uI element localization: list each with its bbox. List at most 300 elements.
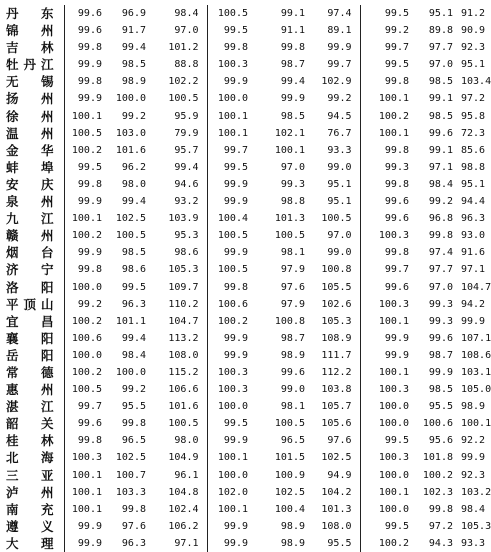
index-value: 95.5 — [327, 537, 352, 549]
index-value: 100.5 — [274, 230, 305, 242]
index-value: 99.9 — [461, 452, 486, 464]
index-value: 85.6 — [461, 144, 486, 156]
table-row — [6, 432, 485, 449]
index-value: 108.0 — [168, 349, 199, 361]
index-value: 99.8 — [280, 42, 305, 54]
index-value: 100.0 — [64, 279, 110, 296]
index-value: 100.1 — [207, 108, 256, 125]
index-value: 100.1 — [461, 418, 491, 430]
table-row — [6, 261, 485, 278]
table-row — [6, 347, 485, 364]
index-value: 99.4 — [121, 196, 146, 208]
city-name: 桂 林 — [6, 433, 54, 449]
index-value: 95.1 — [461, 178, 486, 190]
index-value: 111.7 — [321, 349, 352, 361]
index-value: 98.8 — [280, 196, 305, 208]
index-value: 98.9 — [280, 349, 305, 361]
index-value: 100.1 — [360, 484, 417, 501]
index-value: 79.9 — [174, 127, 199, 139]
index-value: 99.4 — [121, 42, 146, 54]
index-value: 100.3 — [360, 381, 417, 398]
index-value: 99.3 — [428, 298, 453, 310]
index-value: 100.2 — [360, 535, 417, 552]
city-name: 南 充 — [6, 501, 54, 517]
index-value: 100.0 — [207, 90, 256, 107]
index-value: 95.1 — [461, 59, 486, 71]
index-value: 105.6 — [321, 418, 352, 430]
index-value: 98.7 — [428, 349, 453, 361]
index-value: 99.5 — [207, 22, 256, 39]
index-value: 98.9 — [280, 520, 305, 532]
city-name: 牡丹江 — [6, 57, 54, 73]
index-value: 99.8 — [64, 432, 110, 449]
index-value: 106.2 — [168, 520, 199, 532]
index-value: 100.0 — [360, 501, 417, 518]
index-value: 92.2 — [461, 435, 486, 447]
index-value: 100.3 — [360, 227, 417, 244]
index-value: 100.2 — [64, 313, 110, 330]
index-value: 99.9 — [280, 93, 305, 105]
index-value: 100.3 — [207, 56, 256, 73]
index-value: 100.5 — [168, 93, 199, 105]
city-name: 大 理 — [6, 535, 54, 551]
index-value: 99.9 — [207, 244, 256, 261]
index-value: 108.9 — [321, 332, 352, 344]
index-value: 100.7 — [115, 469, 146, 481]
table-row — [6, 56, 485, 73]
city-name: 三 亚 — [6, 467, 54, 483]
index-value: 99.0 — [327, 247, 352, 259]
table-row — [6, 296, 485, 313]
index-value: 103.8 — [321, 384, 352, 396]
index-value: 99.2 — [360, 22, 417, 39]
index-value: 102.9 — [321, 76, 352, 88]
index-value: 93.3 — [461, 537, 486, 549]
index-value: 100.1 — [64, 501, 110, 518]
index-value: 100.1 — [207, 125, 256, 142]
city-name: 平顶山 — [6, 296, 54, 312]
index-value: 94.2 — [461, 298, 486, 310]
index-value: 99.8 — [121, 418, 146, 430]
index-value: 96.2 — [121, 161, 146, 173]
index-value: 97.7 — [428, 264, 453, 276]
index-value: 95.3 — [174, 230, 199, 242]
index-value: 99.2 — [64, 296, 110, 313]
city-name: 扬 州 — [6, 91, 54, 107]
table-row — [6, 142, 485, 159]
index-value: 95.1 — [327, 196, 352, 208]
index-value: 94.5 — [327, 110, 352, 122]
table-row — [6, 381, 485, 398]
index-value: 100.6 — [207, 296, 256, 313]
index-value: 107.1 — [461, 332, 491, 344]
index-value: 96.8 — [428, 213, 453, 225]
index-value: 102.2 — [168, 76, 199, 88]
index-value: 99.9 — [207, 176, 256, 193]
table-row — [6, 176, 485, 193]
index-value: 98.9 — [461, 401, 486, 413]
table-row — [6, 449, 485, 466]
index-value: 92.3 — [461, 469, 486, 481]
index-value: 100.2 — [64, 227, 110, 244]
index-value: 99.9 — [207, 73, 256, 90]
index-value: 96.9 — [121, 8, 146, 19]
index-value: 89.8 — [428, 25, 453, 37]
index-value: 101.1 — [115, 315, 146, 327]
index-value: 97.6 — [121, 520, 146, 532]
index-value: 100.0 — [360, 467, 417, 484]
index-value: 99.5 — [360, 432, 417, 449]
index-value: 94.4 — [461, 196, 486, 208]
city-name: 吉 林 — [6, 40, 54, 56]
index-value: 100.1 — [360, 364, 417, 381]
table-row — [6, 535, 485, 552]
index-value: 99.1 — [280, 8, 305, 19]
index-value: 106.6 — [168, 384, 199, 396]
index-value: 100.2 — [64, 364, 110, 381]
index-value: 102.0 — [207, 484, 256, 501]
index-value: 101.6 — [168, 401, 199, 413]
index-value: 95.6 — [428, 435, 453, 447]
index-value: 99.9 — [64, 56, 110, 73]
index-value: 104.2 — [321, 486, 352, 498]
table-row — [6, 518, 485, 535]
index-value: 98.4 — [461, 503, 486, 515]
index-value: 98.4 — [174, 8, 199, 19]
index-value: 104.7 — [461, 281, 491, 293]
table-body — [6, 5, 491, 552]
city-name: 烟 台 — [6, 245, 54, 261]
index-value: 99.1 — [428, 144, 453, 156]
index-value: 101.2 — [168, 42, 199, 54]
index-value: 100.5 — [274, 418, 305, 430]
index-value: 101.6 — [115, 144, 146, 156]
index-value: 99.9 — [360, 347, 417, 364]
index-value: 96.3 — [121, 537, 146, 549]
index-value: 99.9 — [207, 518, 256, 535]
index-value: 99.9 — [207, 193, 256, 210]
index-value: 102.5 — [321, 452, 352, 464]
index-value: 100.5 — [64, 125, 110, 142]
index-value: 93.2 — [174, 196, 199, 208]
index-value: 101.5 — [274, 452, 305, 464]
index-value: 100.4 — [274, 503, 305, 515]
index-value: 99.9 — [461, 315, 486, 327]
index-value: 108.6 — [461, 349, 491, 361]
index-value: 99.5 — [360, 5, 417, 22]
city-name: 锦 州 — [6, 23, 54, 39]
index-value: 96.3 — [461, 213, 486, 225]
index-value: 100.0 — [360, 415, 417, 432]
index-value: 101.8 — [422, 452, 453, 464]
city-name: 北 海 — [6, 450, 54, 466]
index-value: 99.2 — [327, 93, 352, 105]
index-value: 91.1 — [280, 25, 305, 37]
index-value: 101.3 — [321, 503, 352, 515]
index-value: 100.1 — [64, 467, 110, 484]
index-value: 97.7 — [428, 42, 453, 54]
index-value: 99.8 — [64, 176, 110, 193]
index-value: 103.0 — [115, 127, 146, 139]
index-value: 112.2 — [321, 366, 352, 378]
index-value: 99.9 — [64, 244, 110, 261]
index-value: 97.0 — [428, 281, 453, 293]
city-name: 岳 阳 — [6, 347, 54, 363]
index-value: 99.6 — [360, 210, 417, 227]
index-value: 99.3 — [428, 315, 453, 327]
index-value: 98.7 — [280, 332, 305, 344]
index-value: 98.6 — [121, 264, 146, 276]
index-value: 100.5 — [207, 5, 256, 22]
index-value: 97.1 — [461, 264, 486, 276]
index-value: 99.5 — [207, 159, 256, 176]
index-value: 104.7 — [168, 315, 199, 327]
index-value: 99.8 — [64, 39, 110, 56]
index-value: 104.9 — [168, 452, 199, 464]
index-value: 100.1 — [360, 90, 417, 107]
table-row — [6, 313, 485, 330]
index-value: 99.2 — [428, 196, 453, 208]
index-value: 99.6 — [360, 193, 417, 210]
table-row — [6, 330, 485, 347]
index-value: 99.8 — [428, 230, 453, 242]
table-row — [6, 398, 485, 415]
index-value: 99.6 — [428, 332, 453, 344]
index-value: 96.5 — [121, 435, 146, 447]
table-row — [6, 227, 485, 244]
index-value: 98.8 — [461, 161, 486, 173]
index-value: 99.9 — [207, 535, 256, 552]
index-value: 104.8 — [168, 486, 199, 498]
index-value: 113.2 — [168, 332, 199, 344]
price-index-table — [6, 5, 491, 552]
table-row — [6, 90, 485, 107]
index-value: 94.3 — [428, 537, 453, 549]
index-value: 100.0 — [207, 398, 256, 415]
index-value: 98.6 — [174, 247, 199, 259]
index-value: 99.9 — [428, 366, 453, 378]
index-value: 99.8 — [360, 142, 417, 159]
index-value: 103.9 — [168, 213, 199, 225]
table-row — [6, 467, 485, 484]
index-value: 99.9 — [64, 90, 110, 107]
table-row — [6, 364, 485, 381]
index-value: 95.9 — [174, 110, 199, 122]
table-row — [6, 39, 485, 56]
index-value: 99.5 — [360, 518, 417, 535]
index-value: 99.9 — [207, 330, 256, 347]
city-name: 惠 州 — [6, 382, 54, 398]
table-row — [6, 159, 485, 176]
index-value: 105.3 — [321, 315, 352, 327]
index-value: 100.1 — [207, 501, 256, 518]
city-name: 韶 关 — [6, 416, 54, 432]
index-value: 99.6 — [64, 5, 110, 22]
index-value: 97.9 — [280, 298, 305, 310]
index-value: 102.1 — [274, 127, 305, 139]
index-value: 100.9 — [274, 469, 305, 481]
index-value: 99.1 — [428, 93, 453, 105]
index-value: 100.5 — [115, 230, 146, 242]
index-value: 88.8 — [174, 59, 199, 71]
index-value: 99.2 — [121, 384, 146, 396]
index-value: 97.0 — [280, 161, 305, 173]
city-name: 泸 州 — [6, 484, 54, 500]
index-value: 99.8 — [428, 503, 453, 515]
index-value: 72.3 — [461, 127, 486, 139]
index-value: 89.1 — [327, 25, 352, 37]
index-value: 76.7 — [327, 127, 352, 139]
index-value: 95.5 — [428, 401, 453, 413]
index-value: 95.8 — [461, 110, 486, 122]
index-value: 97.4 — [327, 8, 352, 19]
index-value: 100.0 — [360, 398, 417, 415]
index-value: 100.2 — [64, 142, 110, 159]
index-value: 105.0 — [461, 384, 491, 396]
index-value: 97.0 — [428, 59, 453, 71]
index-value: 99.0 — [327, 161, 352, 173]
city-name: 安 庆 — [6, 176, 54, 192]
index-value: 100.2 — [207, 313, 256, 330]
index-value: 110.2 — [168, 298, 199, 310]
index-value: 98.5 — [280, 110, 305, 122]
index-value: 105.3 — [168, 264, 199, 276]
table-row — [6, 73, 485, 90]
index-value: 109.7 — [168, 281, 199, 293]
index-value: 99.6 — [64, 415, 110, 432]
index-value: 99.9 — [360, 330, 417, 347]
index-value: 99.5 — [64, 159, 110, 176]
city-name: 徐 州 — [6, 108, 54, 124]
table-row — [6, 415, 485, 432]
index-value: 93.3 — [327, 144, 352, 156]
index-value: 99.5 — [207, 415, 256, 432]
index-value: 99.8 — [207, 39, 256, 56]
index-value: 94.9 — [327, 469, 352, 481]
index-value: 99.7 — [207, 142, 256, 159]
table-row — [6, 22, 485, 39]
index-value: 100.1 — [64, 210, 110, 227]
index-value: 98.1 — [280, 401, 305, 413]
city-name: 温 州 — [6, 125, 54, 141]
index-value: 102.6 — [321, 298, 352, 310]
index-value: 96.5 — [280, 435, 305, 447]
index-value: 90.9 — [461, 25, 486, 37]
index-value: 99.5 — [360, 56, 417, 73]
city-name: 赣 州 — [6, 228, 54, 244]
index-value: 99.9 — [64, 535, 110, 552]
index-value: 99.3 — [280, 178, 305, 190]
index-value: 100.1 — [64, 484, 110, 501]
table-row — [6, 5, 485, 22]
index-value: 98.7 — [280, 59, 305, 71]
city-name: 遵 义 — [6, 518, 54, 534]
index-value: 103.4 — [461, 76, 491, 88]
index-value: 98.5 — [121, 247, 146, 259]
index-value: 99.2 — [121, 110, 146, 122]
index-value: 97.0 — [174, 25, 199, 37]
index-value: 99.8 — [360, 244, 417, 261]
index-value: 97.6 — [280, 281, 305, 293]
index-value: 96.3 — [121, 298, 146, 310]
index-value: 99.9 — [207, 347, 256, 364]
index-value: 100.1 — [207, 449, 256, 466]
index-value: 100.5 — [207, 227, 256, 244]
index-value: 99.5 — [121, 281, 146, 293]
index-value: 98.5 — [428, 384, 453, 396]
table-row — [6, 501, 485, 518]
index-value: 102.4 — [168, 503, 199, 515]
index-value: 102.3 — [422, 486, 453, 498]
index-value: 100.0 — [207, 467, 256, 484]
index-value: 99.6 — [64, 22, 110, 39]
index-value: 103.3 — [115, 486, 146, 498]
city-name: 泉 州 — [6, 194, 54, 210]
index-value: 93.0 — [461, 230, 486, 242]
table-row — [6, 108, 485, 125]
table-row — [6, 244, 485, 261]
index-value: 99.4 — [280, 76, 305, 88]
index-value: 100.3 — [207, 381, 256, 398]
city-name: 湛 江 — [6, 399, 54, 415]
index-value: 102.5 — [274, 486, 305, 498]
index-value: 97.1 — [428, 161, 453, 173]
index-value: 99.6 — [360, 279, 417, 296]
index-value: 99.8 — [207, 279, 256, 296]
index-value: 91.2 — [461, 8, 486, 19]
index-value: 97.9 — [280, 264, 305, 276]
table-row — [6, 193, 485, 210]
index-value: 100.3 — [360, 449, 417, 466]
index-value: 95.1 — [428, 8, 453, 19]
index-value: 100.1 — [360, 313, 417, 330]
city-name: 宜 昌 — [6, 313, 54, 329]
index-value: 99.7 — [327, 59, 352, 71]
index-value: 100.3 — [64, 449, 110, 466]
index-value: 98.9 — [121, 76, 146, 88]
index-value: 99.9 — [327, 42, 352, 54]
index-value: 100.5 — [168, 418, 199, 430]
index-value: 100.6 — [422, 418, 453, 430]
index-value: 97.2 — [461, 93, 486, 105]
index-value: 105.3 — [461, 520, 491, 532]
index-value: 100.2 — [360, 108, 417, 125]
index-value: 100.4 — [207, 210, 256, 227]
index-value: 99.8 — [360, 176, 417, 193]
city-name: 襄 阳 — [6, 330, 54, 346]
index-value: 99.9 — [64, 193, 110, 210]
index-value: 101.3 — [274, 213, 305, 225]
index-value: 99.8 — [360, 73, 417, 90]
index-value: 115.2 — [168, 366, 199, 378]
index-value: 100.6 — [64, 330, 110, 347]
index-value: 100.5 — [64, 381, 110, 398]
index-value: 105.7 — [321, 401, 352, 413]
table-row — [6, 210, 485, 227]
index-value: 97.1 — [174, 537, 199, 549]
index-value: 97.2 — [428, 520, 453, 532]
index-value: 102.5 — [115, 452, 146, 464]
index-value: 97.6 — [327, 435, 352, 447]
index-value: 95.1 — [327, 178, 352, 190]
index-value: 91.6 — [461, 247, 486, 259]
index-value: 100.5 — [321, 213, 352, 225]
index-value: 102.5 — [115, 213, 146, 225]
index-value: 100.1 — [64, 108, 110, 125]
index-value: 100.1 — [274, 144, 305, 156]
table-row — [6, 279, 485, 296]
index-value: 98.9 — [280, 537, 305, 549]
